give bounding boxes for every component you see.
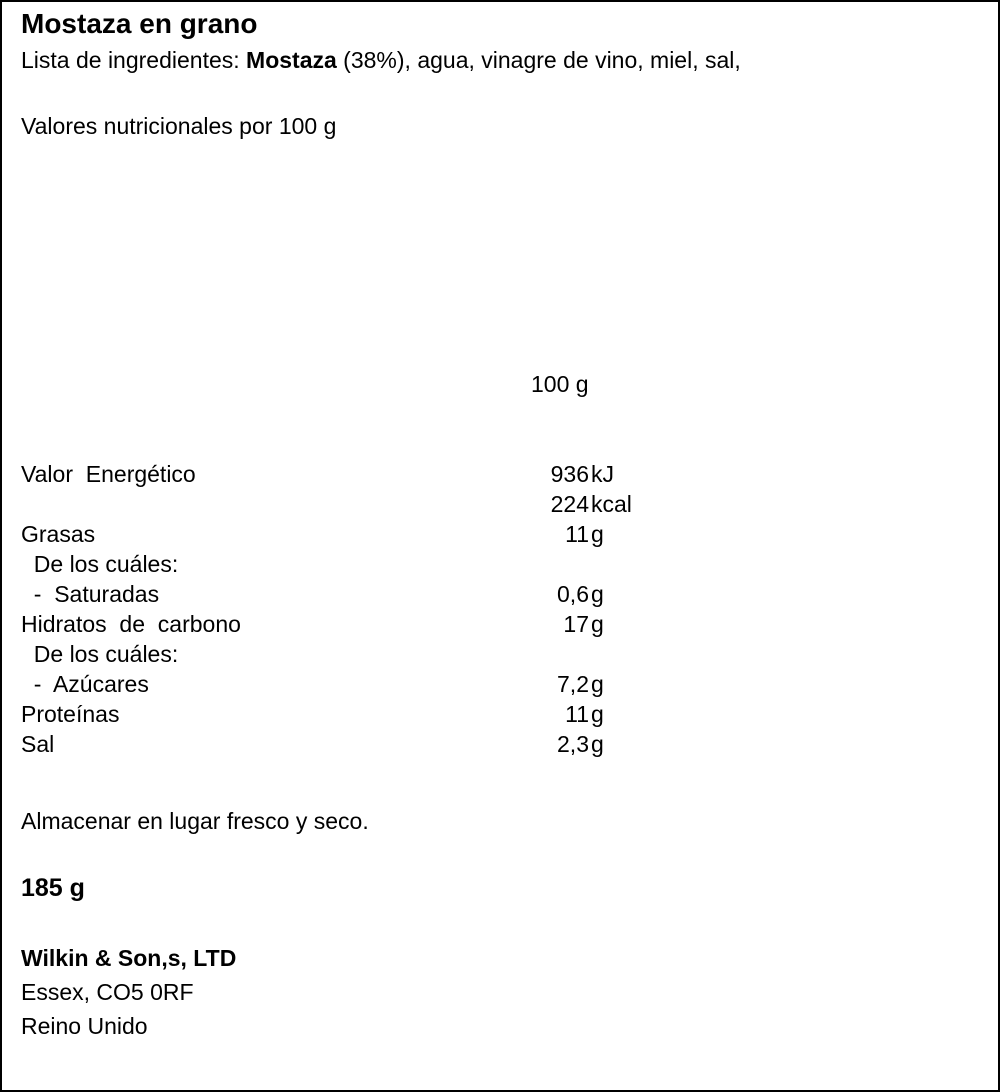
nutrient-value: 7,2	[557, 671, 589, 697]
nutrition-row	[21, 699, 641, 729]
nutrition-column-header: 100 g	[531, 371, 589, 397]
nutrient-value: 936	[550, 461, 589, 487]
nutrient-value: 11	[565, 701, 589, 727]
nutrient-label: Valor Energético	[21, 461, 196, 487]
nutrient-unit: g	[591, 581, 604, 607]
nutrient-label: - Azúcares	[21, 671, 149, 697]
nutrient-unit: g	[591, 671, 604, 697]
ingredients-list	[21, 45, 741, 75]
nutrient-unit: g	[591, 611, 604, 637]
nutrient-value: 224	[550, 491, 589, 517]
manufacturer-name: Wilkin & Son,s, LTD	[21, 945, 237, 971]
ingredients-highlight: Mostaza	[246, 47, 337, 73]
nutrition-row	[21, 639, 641, 669]
manufacturer-address-line1: Essex, CO5 0RF	[21, 979, 194, 1005]
manufacturer-address-line2: Reino Unido	[21, 1013, 148, 1039]
nutrition-row	[21, 669, 641, 699]
nutrition-row	[21, 729, 641, 759]
nutrition-rows	[21, 459, 641, 759]
nutrient-value: 0,6	[557, 581, 589, 607]
nutrition-table	[21, 309, 641, 819]
nutrition-row	[21, 459, 641, 489]
nutrient-unit: kcal	[591, 491, 632, 517]
nutrition-row	[21, 549, 641, 579]
nutrient-label: De los cuáles:	[21, 641, 179, 667]
nutrition-row	[21, 609, 641, 639]
nutrient-value: 11	[565, 521, 589, 547]
nutrient-label: Hidratos de carbono	[21, 611, 241, 637]
nutrient-label: Proteínas	[21, 701, 120, 727]
product-title: Mostaza en grano	[21, 8, 258, 39]
nutrition-row	[21, 579, 641, 609]
ingredients-prefix: Lista de ingredientes:	[21, 47, 247, 73]
nutrient-unit: g	[591, 521, 604, 547]
nutrient-label: Sal	[21, 731, 55, 757]
nutrient-value: 17	[563, 611, 589, 637]
ingredients-suffix: (38%), agua, vinagre de vino, miel, sal,	[336, 47, 741, 73]
nutrition-header-row	[21, 369, 641, 399]
nutrient-value: 2,3	[557, 731, 589, 757]
nutrient-unit: g	[591, 731, 604, 757]
nutrition-row	[21, 519, 641, 549]
nutrient-unit: g	[591, 701, 604, 727]
nutrition-row	[21, 489, 641, 519]
nutrition-heading: Valores nutricionales por 100 g	[21, 113, 337, 139]
nutrient-unit: kJ	[591, 461, 614, 487]
storage-instructions: Almacenar en lugar fresco y seco.	[21, 808, 369, 834]
nutrient-label: Grasas	[21, 521, 96, 547]
nutrient-label: De los cuáles:	[21, 551, 179, 577]
nutrient-label: - Saturadas	[21, 581, 160, 607]
net-weight: 185 g	[21, 874, 85, 902]
